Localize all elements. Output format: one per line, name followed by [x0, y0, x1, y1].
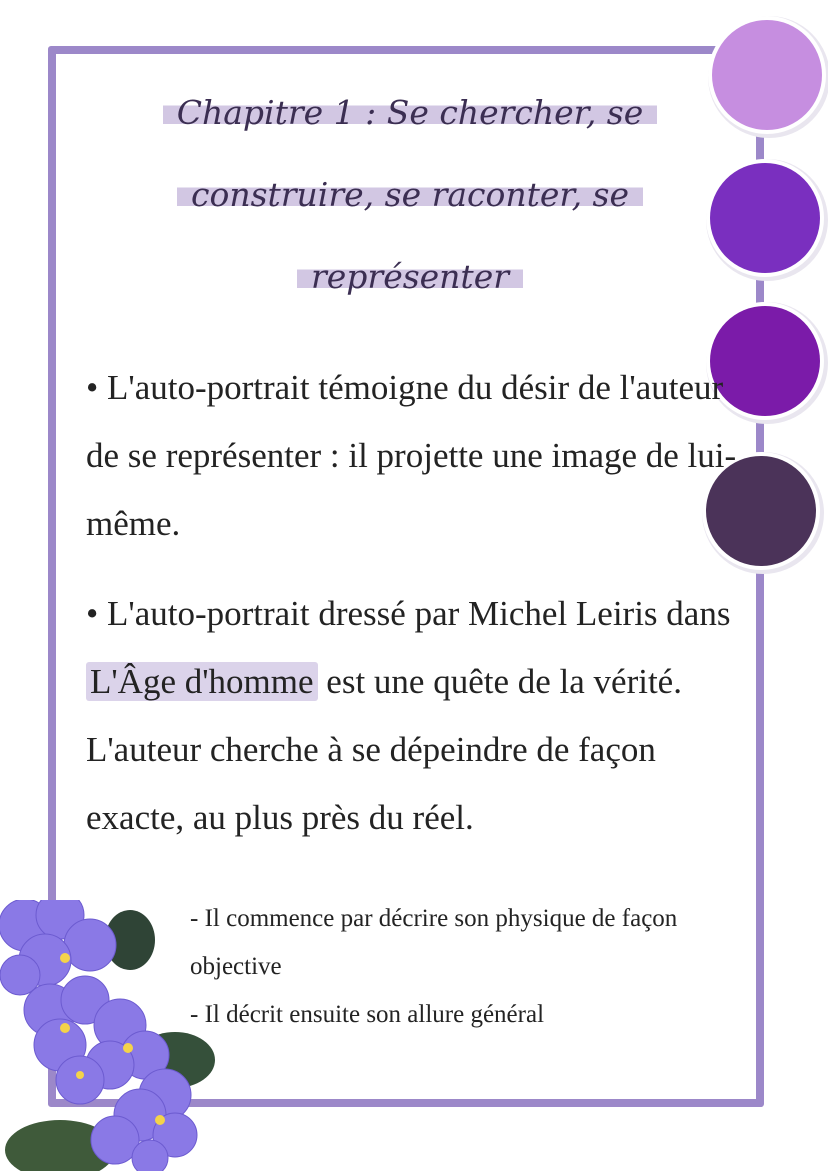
- bullet-self-portrait-desire: • L'auto-portrait témoigne du désir de l'auteur de se représenter : il projette une image de lui-même.: [86, 368, 737, 543]
- bullet2-intro: • L'auto-portrait dressé par Michel Leiris dans: [86, 594, 731, 633]
- sub-point-physical: - Il commence par décrire son physique de façon objective: [190, 905, 678, 980]
- bullet-list: [86, 354, 746, 852]
- title-line-2: construire, se raconter, se: [177, 175, 643, 214]
- bullet2-rest: est une quête de la vérité. L'auteur cherche à se dépeindre de façon exacte, au plus près du réel.: [86, 662, 682, 837]
- sub-point-list: [190, 895, 770, 1039]
- bullet-leiris-truth: [86, 580, 746, 852]
- sub-point-allure: - Il décrit ensuite son allure général: [190, 1001, 545, 1028]
- book-title-highlight: L'Âge d'homme: [86, 662, 318, 701]
- title-line-3: représenter: [297, 257, 523, 296]
- chapter-title: [90, 72, 730, 318]
- violet-flowers-icon: [0, 900, 230, 1171]
- title-line-1: Chapitre 1 : Se chercher, se: [163, 93, 658, 132]
